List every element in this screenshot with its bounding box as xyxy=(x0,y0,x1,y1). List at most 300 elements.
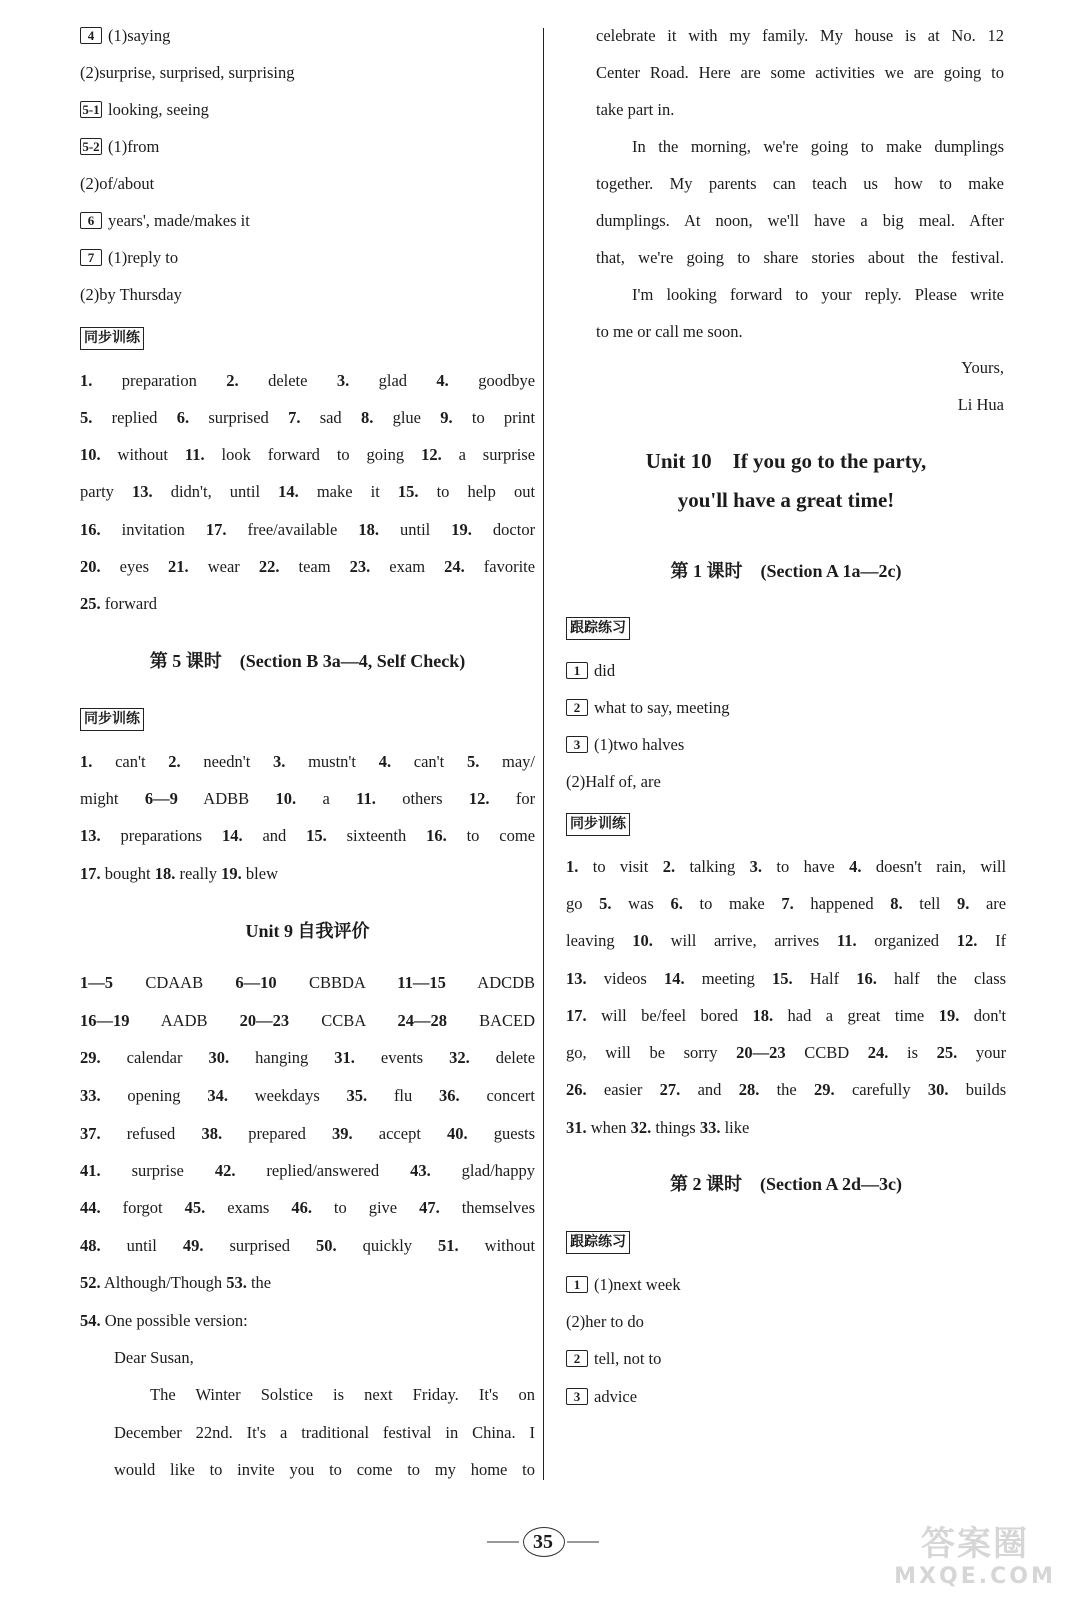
answer-text: glad/happy xyxy=(461,1161,535,1180)
item-number: 2. xyxy=(662,857,676,876)
answer-row xyxy=(80,824,535,848)
item-number: 40. xyxy=(447,1124,468,1143)
answer-text: really xyxy=(179,864,218,883)
answer-text: CDAAB xyxy=(145,973,204,992)
ornament-left xyxy=(487,1541,519,1543)
letter-line: take part in. xyxy=(596,100,675,119)
item-number: 20—23 xyxy=(239,1011,290,1030)
item-number: 12. xyxy=(468,789,490,808)
answer-text: surprised xyxy=(208,408,269,427)
letter-line: I'm looking forward to your reply. Please write xyxy=(632,285,1004,304)
answer-text: didn't, until xyxy=(170,482,261,501)
answer-text: are xyxy=(985,894,1007,913)
item-number: 14. xyxy=(221,826,243,845)
answer-text: can't xyxy=(115,752,146,771)
answer-text: preparation xyxy=(121,371,197,390)
answer-text: mustn't xyxy=(308,752,356,771)
answer-text: without xyxy=(484,1236,536,1255)
item-number: 38. xyxy=(201,1124,223,1143)
answer-row xyxy=(566,967,1006,991)
answer-text: themselves xyxy=(461,1198,536,1217)
item-number: 19. xyxy=(221,864,242,883)
answer-text: forward xyxy=(104,594,157,613)
answer-row xyxy=(80,971,535,995)
answer-text: surprised xyxy=(229,1236,290,1255)
answer-row xyxy=(80,1122,535,1146)
answer-text: Although/Though xyxy=(103,1273,223,1292)
answer-text: easier xyxy=(603,1080,643,1099)
answer-row xyxy=(566,892,1006,916)
answer-text: half the class xyxy=(893,969,1007,988)
item-number: 17. xyxy=(566,1006,587,1025)
answer-line xyxy=(566,733,684,757)
item-number: 39. xyxy=(332,1124,353,1143)
answer-text: (1)saying xyxy=(108,26,171,45)
answer-text: go, will be sorry xyxy=(566,1043,718,1062)
item-number: 3. xyxy=(749,857,763,876)
item-number: 19. xyxy=(938,1006,960,1025)
answer-text: concert xyxy=(486,1086,535,1105)
item-number: 3. xyxy=(273,752,286,771)
item-number: 2. xyxy=(168,752,181,771)
item-box: 2 xyxy=(566,699,588,716)
letter-line: together. My parents can teach us how to make xyxy=(596,174,1004,193)
item-number: 18. xyxy=(154,864,176,883)
item-number: 23. xyxy=(349,557,371,576)
item-number: 16. xyxy=(856,969,877,988)
item-number: 4. xyxy=(849,857,862,876)
item-number: 14. xyxy=(278,482,299,501)
item-number: 5. xyxy=(599,894,612,913)
answer-text: like xyxy=(724,1118,750,1137)
answer-text: the xyxy=(250,1273,272,1292)
answer-text: go xyxy=(566,894,583,913)
answer-text: to help out xyxy=(436,482,536,501)
answer-text: organized xyxy=(874,931,940,950)
answer-text: (1)from xyxy=(108,137,160,156)
answer-text: AADB xyxy=(160,1011,208,1030)
column-divider xyxy=(543,28,544,1480)
item-number: 16. xyxy=(426,826,447,845)
answer-text: delete xyxy=(268,371,308,390)
item-number: 49. xyxy=(182,1236,204,1255)
item-number: 14. xyxy=(663,969,685,988)
item-number: 30. xyxy=(208,1048,230,1067)
item-number: 19. xyxy=(451,520,472,539)
item-number: 21. xyxy=(168,557,189,576)
answer-row xyxy=(80,1196,535,1220)
answer-line xyxy=(566,1273,681,1297)
answer-text: goodbye xyxy=(478,371,536,390)
answer-row xyxy=(566,929,1006,953)
item-number: 8. xyxy=(360,408,374,427)
answer-text: to make xyxy=(699,894,765,913)
unit-review-title: Unit 9 自我评价 xyxy=(245,921,370,941)
answer-text: flu xyxy=(393,1086,413,1105)
answer-text: Half xyxy=(809,969,840,988)
answer-text: to visit xyxy=(592,857,649,876)
watermark-logo-text: 答案圈 xyxy=(921,1524,1029,1564)
answer-text: wear xyxy=(207,557,240,576)
answer-text: without xyxy=(117,445,168,464)
answer-text: BACED xyxy=(479,1011,536,1030)
answer-text: builds xyxy=(965,1080,1007,1099)
answer-text: (1)next week xyxy=(594,1275,681,1294)
item-box: 4 xyxy=(80,27,102,44)
item-box: 1 xyxy=(566,662,588,679)
answer-text: prepared xyxy=(248,1124,306,1143)
item-number: 1. xyxy=(80,371,93,390)
answer-text: sixteenth xyxy=(346,826,407,845)
item-number: 51. xyxy=(438,1236,459,1255)
answer-text: CCBA xyxy=(321,1011,366,1030)
answer-line xyxy=(566,696,729,720)
item-number: 41. xyxy=(80,1161,101,1180)
answer-text: until xyxy=(126,1236,157,1255)
answer-text: look forward to going xyxy=(221,445,405,464)
answer-text: eyes xyxy=(119,557,149,576)
item-box: 3 xyxy=(566,1388,588,1405)
answer-text: opening xyxy=(127,1086,181,1105)
item-number: 1—5 xyxy=(80,973,113,992)
answer-text: advice xyxy=(594,1387,638,1406)
item-number: 32. xyxy=(449,1048,470,1067)
letter-line: The Winter Solstice is next Friday. It's on xyxy=(150,1385,535,1404)
answer-text: for xyxy=(515,789,536,808)
answer-text: and xyxy=(697,1080,722,1099)
item-box: 5-2 xyxy=(80,138,102,155)
answer-text: accept xyxy=(378,1124,421,1143)
answer-text: don't xyxy=(973,1006,1007,1025)
answer-text: ADCDB xyxy=(477,973,536,992)
answer-line: (2)her to do xyxy=(566,1312,644,1331)
letter-line: that, we're going to share stories about the festival. xyxy=(596,248,1004,267)
answer-text: to have xyxy=(776,857,835,876)
item-number: 18. xyxy=(358,520,379,539)
answer-text: free/available xyxy=(247,520,338,539)
answer-line xyxy=(80,98,209,122)
answer-text: guests xyxy=(493,1124,536,1143)
answer-text: to print xyxy=(471,408,536,427)
answer-row xyxy=(566,855,1006,879)
answer-text: to come xyxy=(466,826,536,845)
answer-line xyxy=(566,659,615,683)
answer-text: doesn't rain, will xyxy=(875,857,1007,876)
item-number: 11. xyxy=(356,789,376,808)
item-number: 11—15 xyxy=(397,973,446,992)
answer-line: (2)surprise, surprised, surprising xyxy=(80,63,295,82)
answer-text: had a great time xyxy=(787,1006,925,1025)
answer-text: things xyxy=(655,1118,696,1137)
answer-row xyxy=(80,443,535,467)
item-number: 8. xyxy=(890,894,903,913)
item-number: 9. xyxy=(956,894,970,913)
letter-line: dumplings. At noon, we'll have a big meal. After xyxy=(596,211,1004,230)
item-number: 27. xyxy=(659,1080,681,1099)
letter-line: would like to invite you to come to my home to xyxy=(114,1460,535,1479)
answer-text: will be/feel bored xyxy=(601,1006,739,1025)
section-tag: 同步训练 xyxy=(566,813,630,836)
answer-text: was xyxy=(628,894,654,913)
answer-text: exam xyxy=(389,557,426,576)
item-number: 20—23 xyxy=(736,1043,786,1062)
item-number: 4. xyxy=(436,371,449,390)
item-number: 3. xyxy=(336,371,350,390)
answer-text: years', made/makes it xyxy=(108,211,250,230)
item-number: 12. xyxy=(421,445,442,464)
answer-text: If xyxy=(995,931,1007,950)
item-number: 34. xyxy=(207,1086,228,1105)
answer-text: party xyxy=(80,482,114,501)
answer-text: refused xyxy=(126,1124,176,1143)
item-box: 3 xyxy=(566,736,588,753)
item-number: 10. xyxy=(275,789,297,808)
item-box: 7 xyxy=(80,249,102,266)
answer-line: (2)by Thursday xyxy=(80,285,182,304)
ornament-right xyxy=(567,1541,599,1543)
answer-text: might xyxy=(80,789,119,808)
answer-row xyxy=(80,480,535,504)
section-tag: 同步训练 xyxy=(80,708,144,731)
answer-text: forgot xyxy=(122,1198,163,1217)
item-number: 32. xyxy=(630,1118,652,1137)
item-number: 9. xyxy=(440,408,453,427)
answer-row xyxy=(80,750,535,774)
item-number: 15. xyxy=(397,482,419,501)
item-number: 13. xyxy=(80,826,101,845)
answer-text: until xyxy=(399,520,431,539)
answer-text: delete xyxy=(495,1048,536,1067)
item-number: 44. xyxy=(80,1198,101,1217)
answer-row xyxy=(80,1009,535,1033)
item-number: 17. xyxy=(80,864,101,883)
answer-text: meeting xyxy=(701,969,755,988)
item-number: 31. xyxy=(566,1118,587,1137)
item-number: 28. xyxy=(738,1080,760,1099)
answer-text: invitation xyxy=(121,520,185,539)
item-number: 33. xyxy=(699,1118,721,1137)
item-number: 24. xyxy=(867,1043,889,1062)
lesson-title: 第 2 课时 (Section A 2d—3c) xyxy=(670,1174,902,1194)
item-box: 5-1 xyxy=(80,101,102,118)
answer-text: talking xyxy=(689,857,736,876)
item-number: 5. xyxy=(466,752,480,771)
answer-text: tell xyxy=(919,894,941,913)
answer-row xyxy=(80,406,535,430)
item-number: 4. xyxy=(378,752,392,771)
unit-title: you'll have a great time! xyxy=(677,488,895,512)
answer-text: carefully xyxy=(851,1080,911,1099)
item-number: 12. xyxy=(956,931,978,950)
item-number: 22. xyxy=(258,557,280,576)
letter-line: celebrate it with my family. My house is at No. 12 xyxy=(596,26,1004,45)
item-number: 1. xyxy=(80,752,93,771)
answer-text: is xyxy=(906,1043,918,1062)
watermark-url: MXQE.COM xyxy=(894,1564,1056,1589)
letter-line: to me or call me soon. xyxy=(596,322,743,341)
section-tag: 同步训练 xyxy=(80,327,144,350)
answer-text: events xyxy=(380,1048,424,1067)
item-number: 11. xyxy=(184,445,205,464)
answer-text: replied/answered xyxy=(266,1161,380,1180)
item-number: 33. xyxy=(80,1086,101,1105)
answer-text: to give xyxy=(333,1198,398,1217)
item-number: 10. xyxy=(80,445,101,464)
answer-text: exams xyxy=(227,1198,270,1217)
answer-text: needn't xyxy=(203,752,251,771)
item-number: 6—10 xyxy=(235,973,277,992)
letter-line: In the morning, we're going to make dumplings xyxy=(632,137,1004,156)
answer-line: (2)of/about xyxy=(80,174,155,193)
answer-text: CCBD xyxy=(804,1043,850,1062)
lesson-title: 第 1 课时 (Section A 1a—2c) xyxy=(670,561,902,581)
letter-line: December 22nd. It's a traditional festival in China. I xyxy=(114,1423,535,1442)
item-number: 20. xyxy=(80,557,101,576)
item-number: 15. xyxy=(306,826,327,845)
item-number: 52. xyxy=(80,1273,101,1292)
answer-text: glue xyxy=(392,408,421,427)
watermark xyxy=(890,1524,1060,1594)
item-number: 30. xyxy=(927,1080,949,1099)
answer-text: preparations xyxy=(120,826,203,845)
answer-row xyxy=(80,518,535,542)
item-number: 36. xyxy=(439,1086,460,1105)
item-number: 5. xyxy=(80,408,93,427)
item-number: 25. xyxy=(936,1043,958,1062)
answer-row xyxy=(80,787,535,811)
answer-text: make it xyxy=(316,482,380,501)
answer-text: CBBDA xyxy=(309,973,365,992)
answer-text: what to say, meeting xyxy=(594,698,730,717)
item-number: 6. xyxy=(176,408,190,427)
answer-line xyxy=(80,246,178,270)
item-number: 43. xyxy=(410,1161,431,1180)
answer-row xyxy=(80,1271,271,1295)
item-number: 29. xyxy=(80,1048,101,1067)
letter-closing: Yours, xyxy=(961,358,1004,377)
item-number: 24—28 xyxy=(397,1011,447,1030)
letter-greeting: Dear Susan, xyxy=(114,1348,194,1367)
answer-text: weekdays xyxy=(254,1086,320,1105)
answer-text: doctor xyxy=(492,520,536,539)
answer-text: glad xyxy=(378,371,408,390)
item-number: 50. xyxy=(315,1236,337,1255)
answer-row xyxy=(80,592,157,616)
answer-text: team xyxy=(298,557,331,576)
item-number: 31. xyxy=(334,1048,355,1067)
answer-text: may/ xyxy=(502,752,536,771)
answer-text: bought xyxy=(104,864,151,883)
item-box: 1 xyxy=(566,1276,588,1293)
item-number: 1. xyxy=(566,857,579,876)
section-tag: 跟踪练习 xyxy=(566,1231,630,1254)
item-number: 45. xyxy=(184,1198,206,1217)
item-number: 18. xyxy=(752,1006,774,1025)
answer-text: favorite xyxy=(483,557,536,576)
item-number: 37. xyxy=(80,1124,101,1143)
answer-text: hanging xyxy=(255,1048,309,1067)
answer-row xyxy=(566,1116,749,1140)
answer-text: a surprise xyxy=(458,445,536,464)
answer-text: quickly xyxy=(362,1236,413,1255)
answer-text: when xyxy=(590,1118,627,1137)
answer-text: leaving xyxy=(566,931,615,950)
item-number: 13. xyxy=(131,482,153,501)
answer-text: a xyxy=(322,789,330,808)
item-number: 2. xyxy=(226,371,239,390)
item-number: 46. xyxy=(291,1198,312,1217)
answer-line xyxy=(566,1347,661,1371)
answer-text: can't xyxy=(413,752,445,771)
page-number xyxy=(493,1525,593,1559)
item-box: 2 xyxy=(566,1350,588,1367)
answer-text: and xyxy=(262,826,287,845)
item-number: 7. xyxy=(288,408,301,427)
item-number: 13. xyxy=(566,969,587,988)
item-number: 11. xyxy=(836,931,857,950)
item-number: 16—19 xyxy=(80,1011,130,1030)
unit-title: Unit 10 If you go to the party, xyxy=(645,449,927,473)
item-number: 47. xyxy=(419,1198,440,1217)
answer-line xyxy=(80,135,159,159)
answer-text: tell, not to xyxy=(594,1349,662,1368)
item-number: 17. xyxy=(205,520,227,539)
lesson-title: 第 5 课时 (Section B 3a—4, Self Check) xyxy=(149,651,466,671)
answer-line xyxy=(566,1385,637,1409)
item-number: 16. xyxy=(80,520,101,539)
item-number: 25. xyxy=(80,594,101,613)
answer-text: blew xyxy=(245,864,278,883)
item-number: 26. xyxy=(566,1080,587,1099)
answer-row xyxy=(566,1041,1006,1065)
item-number: 10. xyxy=(632,931,653,950)
item-number: 48. xyxy=(80,1236,101,1255)
answer-text: your xyxy=(975,1043,1007,1062)
answer-row xyxy=(80,369,535,393)
item-number: 29. xyxy=(814,1080,835,1099)
answer-line: (2)Half of, are xyxy=(566,772,661,791)
answer-row xyxy=(80,1159,535,1183)
item-number: 54. xyxy=(80,1311,101,1330)
item-number: 6. xyxy=(670,894,683,913)
answer-line xyxy=(80,209,250,233)
answer-row xyxy=(80,1234,535,1258)
answer-text: replied xyxy=(111,408,158,427)
answer-text: calendar xyxy=(126,1048,183,1067)
answer-text: others xyxy=(402,789,443,808)
item-number: 42. xyxy=(214,1161,236,1180)
answer-text: (1)reply to xyxy=(108,248,179,267)
answer-text: will arrive, arrives xyxy=(670,931,820,950)
item-number: 53. xyxy=(226,1273,247,1292)
item-number: 15. xyxy=(772,969,793,988)
answer-row xyxy=(80,1046,535,1070)
answer-text: the xyxy=(776,1080,797,1099)
item-number: 6—9 xyxy=(144,789,178,808)
answer-text: (1)two halves xyxy=(594,735,685,754)
answer-row xyxy=(80,555,535,579)
answer-row xyxy=(80,862,278,886)
answer-line xyxy=(80,24,170,48)
answer-text: ADBB xyxy=(203,789,250,808)
item-number: 7. xyxy=(781,894,794,913)
answer-row xyxy=(80,1084,535,1108)
section-tag: 跟踪练习 xyxy=(566,617,630,640)
answer-line xyxy=(80,1309,248,1333)
letter-signature: Li Hua xyxy=(957,395,1004,414)
item-number: 35. xyxy=(346,1086,368,1105)
answer-row xyxy=(566,1078,1006,1102)
